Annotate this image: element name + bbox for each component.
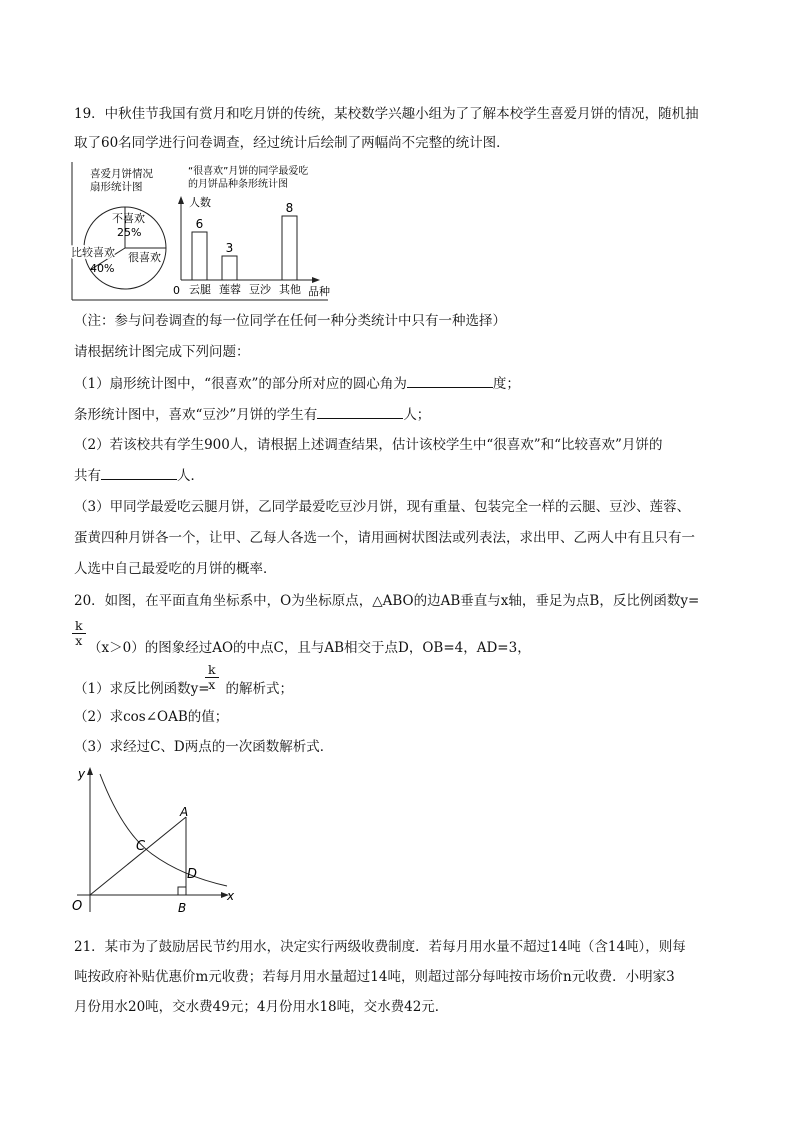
q20-part1-fraction: [205, 663, 219, 692]
bar-y-axis-arrow: [178, 196, 184, 204]
bar-1: [222, 256, 237, 280]
bar-x-label: 品种: [308, 285, 330, 298]
bar-value-label-0: 6: [195, 217, 204, 231]
q21-line-1: 21．某市为了鼓励居民节约用水，决定实行两级收费制度．若每月用水量不超过14吨（含14吨），则每: [74, 939, 686, 955]
graph-y-axis-arrow: [87, 767, 93, 775]
bar-category-group: [189, 282, 301, 296]
pie-title-line-2: 扇形统计图: [90, 181, 143, 193]
graph-label-x: x: [227, 889, 235, 903]
graph-hyperbola-curve: [100, 774, 227, 886]
q21-line-2: 吨按政府补贴优惠价m元收费；若每月用水量超过14吨，则超过部分每吨按市场价n元收费．小明家3: [74, 969, 675, 985]
graph-label-O: O: [72, 899, 83, 914]
bar-0: [192, 232, 207, 280]
pie-title-line-1: 喜爱月饼情况: [90, 168, 153, 180]
segment-OA: [90, 817, 186, 895]
answer-blank-dousha[interactable]: [317, 404, 403, 419]
q19-part2-b-unit: 人．: [177, 468, 204, 484]
q20-part1-unit: 的解析式；: [225, 681, 294, 697]
q19-part1-a-text: （1）扇形统计图中，“很喜欢”的部分所对应的圆心角为: [74, 376, 407, 392]
fraction-numerator: k: [72, 619, 86, 634]
bar-title-line-2: 的月饼品种条形统计图: [188, 179, 288, 190]
q19-figure: [70, 160, 330, 306]
q19-part1-b-unit: 人；: [403, 407, 431, 423]
q20-fraction-k-over-x: [72, 619, 86, 648]
q19-part3-a: （3）甲同学最爱吃云腿月饼，乙同学最爱吃豆沙月饼，现有重量、包装完全一样的云腿、豆沙、莲蓉、: [74, 499, 691, 515]
q20-line-2: （x＞0）的图象经过AO的中点C，且与AB相交于点D，OB=4，AD=3，: [88, 640, 531, 656]
q21-line-3: 月份用水20吨，交水费49元；4月份用水18吨，交水费42元．: [74, 999, 449, 1015]
bar-category-label-0: 云腿: [189, 283, 211, 296]
q20-part1-text: （1）求反比例函数y=: [74, 681, 210, 697]
pie-slice-percent-like: 40%: [90, 262, 115, 275]
answer-blank-angle[interactable]: [407, 373, 493, 388]
q19-part2-a: （2）若该校共有学生900人，请根据上述调查结果，估计该校学生中“很喜欢”和“比较喜欢”月饼的: [74, 437, 663, 453]
graph-label-y: y: [78, 767, 86, 781]
q19-part1-b-text: 条形统计图中，喜欢“豆沙”月饼的学生有: [74, 407, 318, 423]
bar-value-label-3: 8: [285, 201, 294, 215]
bar-3: [282, 216, 297, 280]
graph-label-B: B: [178, 901, 187, 915]
q19-part1-b: [74, 404, 430, 425]
bar-title-line-1: “很喜欢”月饼的同学最爱吃: [188, 166, 309, 177]
q19-charts-svg: [70, 160, 330, 302]
bar-value-label-1: 3: [225, 241, 234, 255]
q20-graph-svg: [72, 762, 242, 920]
bar-category-label-1: 莲蓉: [219, 283, 241, 296]
fraction-denominator-2: x: [208, 677, 216, 692]
fraction-numerator-2: k: [205, 663, 219, 678]
graph-label-A: A: [180, 805, 189, 819]
q20-part2: （2）求cos∠OAB的值；: [74, 709, 229, 725]
pie-slice-percent-dislike: 25%: [117, 226, 142, 239]
q19-part1-a-unit: 度；: [492, 376, 520, 392]
graph-label-D: D: [187, 867, 198, 882]
q19-part2-b-text: 共有: [74, 468, 101, 484]
q19-note: （注：参与问卷调查的每一位同学在任何一种分类统计中只有一种选择）: [74, 313, 506, 329]
bar-category-label-2: 豆沙: [249, 283, 271, 296]
q19-part1-a: [74, 373, 520, 394]
fraction-denominator: x: [75, 633, 83, 648]
pie-slice-label-dislike: 不喜欢: [112, 212, 145, 225]
bar-category-label-3: 其他: [279, 283, 301, 296]
q19-part3-c: 人选中自己最爱吃的月饼的概率．: [74, 561, 277, 577]
q20-figure: [72, 762, 242, 924]
q20-part3: （3）求经过C、D两点的一次函数解析式．: [74, 739, 334, 755]
q19-line-2: 取了60名同学进行问卷调查，经过统计后绘制了两幅尚不完整的统计图．: [74, 135, 510, 151]
bar-origin-label: 0: [173, 284, 180, 297]
q19-line-1: 19．中秋佳节我国有赏月和吃月饼的传统，某校数学兴趣小组为了了解本校学生喜爱月饼的情况，随机抽: [74, 106, 699, 122]
answer-blank-estimate[interactable]: [101, 465, 177, 480]
q19-part3-b: 蛋黄四种月饼各一个，让甲、乙每人各选一个，请用画树状图法或列表法，求出甲、乙两人中有且只有一: [74, 530, 695, 546]
bar-y-label: 人数: [189, 196, 211, 209]
q20-part1: [74, 679, 293, 699]
right-angle-mark: [178, 887, 186, 895]
pie-slice-label-love: 很喜欢: [128, 251, 161, 264]
pie-slice-label-like: 比较喜欢: [71, 246, 115, 259]
q19-prompt: 请根据统计图完成下列问题：: [74, 344, 250, 360]
bar-group: [192, 201, 297, 280]
q20-line-1: 20．如图，在平面直角坐标系中，O为坐标原点，△ABO的边AB垂直与x轴，垂足为点B，反比例函数y=: [74, 593, 700, 609]
graph-label-C: C: [136, 839, 146, 854]
bar-x-axis-arrow: [312, 277, 320, 283]
q19-part2-b: [74, 465, 204, 486]
